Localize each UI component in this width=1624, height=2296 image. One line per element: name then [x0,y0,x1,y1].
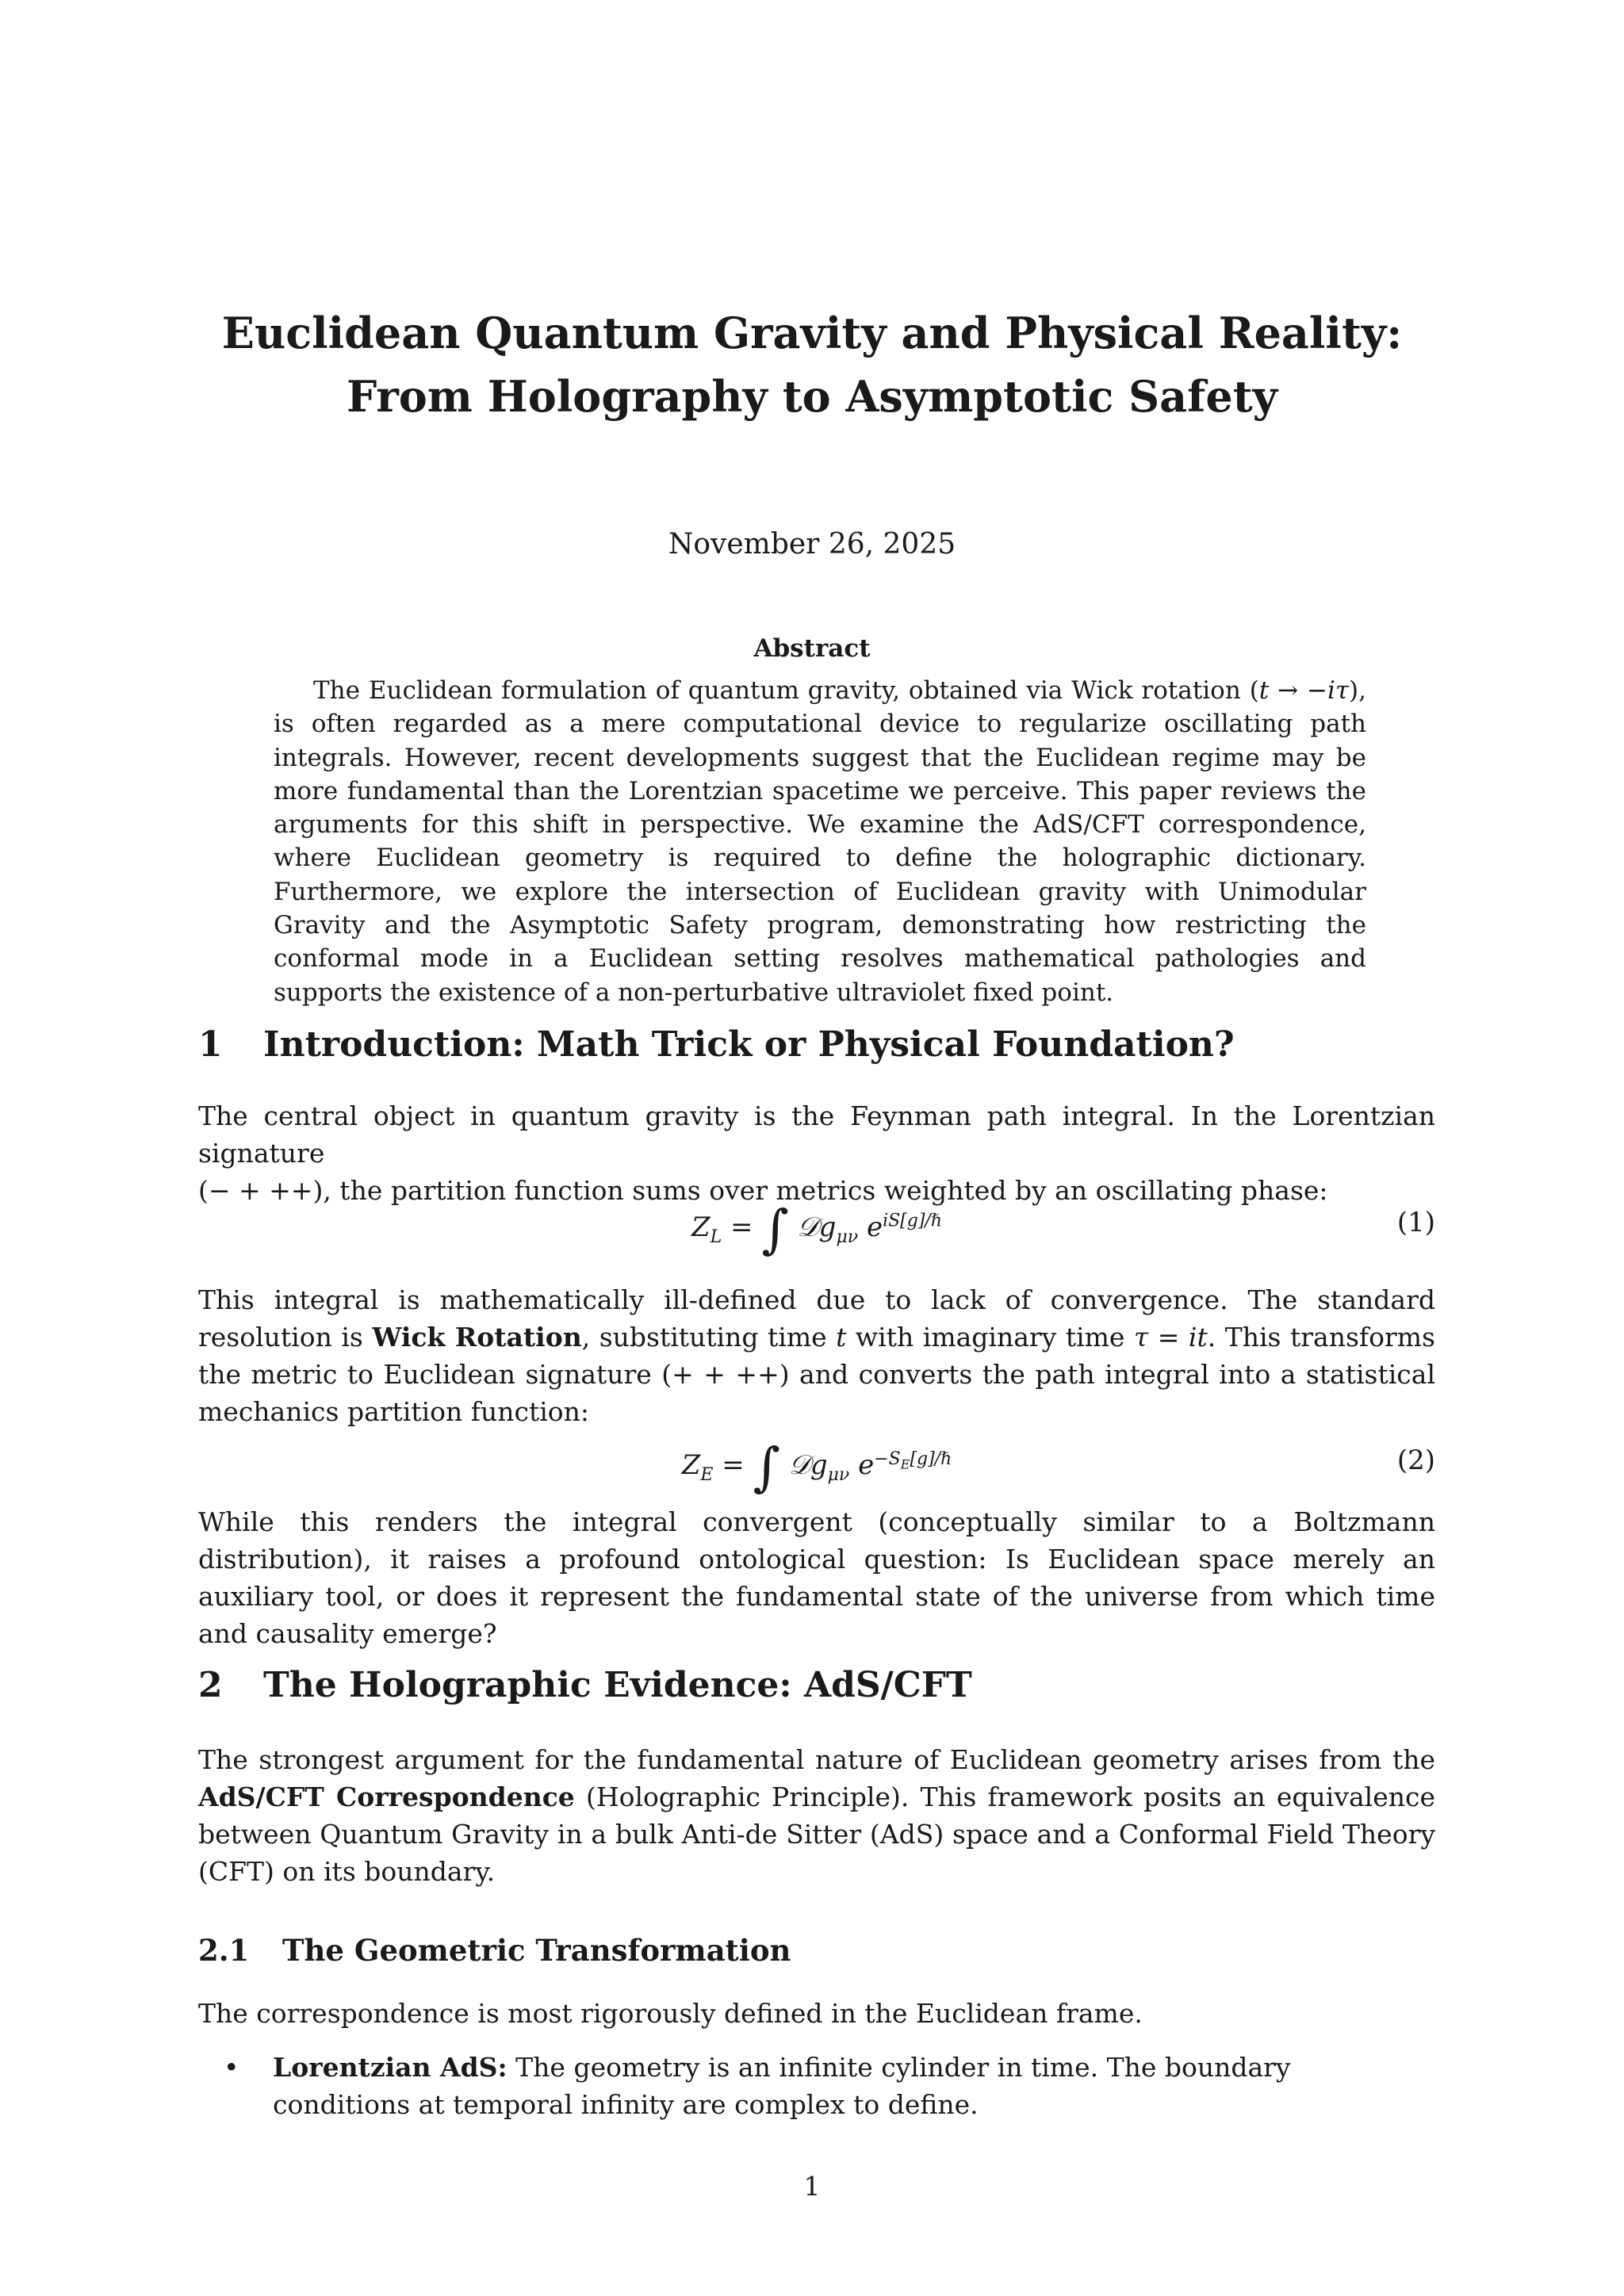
bullet-1-bold: Lorentzian AdS: [273,2052,508,2083]
subsection-2-1-title: The Geometric Transformation [282,1933,791,1968]
eq2-measure: 𝒟g [788,1449,828,1481]
subsection-2-1-intro [198,1995,1435,2032]
s1p2-math-tau: τ = it [1133,1322,1208,1353]
integral-sign: ∫ [761,1199,789,1260]
s1p2-math-t: t [836,1322,847,1353]
eq2-lhs: Z [681,1449,701,1481]
s1p1-line-2: (− + ++), the partition function sums over metrics weighted by an oscillating phase: [198,1175,1328,1206]
equation-1 [198,1189,1435,1260]
paper-title [159,301,1465,428]
subsection-2-1-number: 2.1 [198,1933,250,1968]
eq1-exponent: iS[g]/ℏ [883,1211,942,1231]
section-1-paragraph-2 [198,1281,1435,1430]
abstract-text-1: The Euclidean formulation of quantum gravity, obtained via Wick rotation ( [313,676,1259,705]
s1p1-line-1: The central object in quantum gravity is the Feynman path integral. In the Lorentzian signature [198,1100,1435,1169]
equation-2-formula: $Z_E$ = ∫ 𝒟g$_{\mu\nu}$ $e^{-S_E[g]/\hbar}$ [681,1437,952,1498]
s2p1-bold: AdS/CFT Correspondence [198,1781,575,1812]
eq1-measure: 𝒟g [797,1211,837,1243]
ss21-intro-text: The correspondence is most rigorously defined in the Euclidean frame. [198,1998,1143,2029]
abstract-math: t → −iτ [1258,676,1350,705]
s1p2-text-c: with imaginary time [846,1322,1134,1353]
s1p2-text-d: . This transforms the metric to Euclidean signature (+ + ++) and converts the path integral into a statistical mechanics partition function: [198,1322,1435,1427]
section-2-paragraph-1 [198,1741,1435,1890]
page-number: 1 [803,2171,821,2202]
eq2-measure-sub: μν [827,1464,850,1485]
eq2-lhs-sub: E [700,1464,714,1485]
eq2-exponent-sub: E [900,1456,910,1472]
s1p2-text-b: , substituting time [581,1322,837,1353]
eq1-exp-base: e [866,1211,883,1243]
s1p2-bold: Wick Rotation [372,1322,582,1353]
section-2-heading [198,1665,972,1705]
bullet-1-text: The geometry is an infinite cylinder in time. The boundary conditions at temporal infinity are complex to define. [273,2052,1291,2120]
equation-2 [198,1427,1435,1498]
eq1-measure-sub: μν [836,1226,859,1247]
s2p1-text-a: The strongest argument for the fundamental nature of Euclidean geometry arises from the [198,1744,1435,1775]
subsection-2-1-heading [198,1933,791,1968]
section-1-title: Introduction: Math Trick or Physical Foundation? [263,1024,1235,1065]
bullet-icon: • [224,2052,239,2083]
section-1-paragraph-3 [198,1503,1435,1652]
eq1-lhs: Z [691,1211,710,1243]
paper-date: November 26, 2025 [668,528,956,561]
section-1-heading [198,1024,1235,1065]
title-line-2: From Holography to Asymptotic Safety [346,371,1278,422]
equation-2-number: (2) [1396,1445,1435,1476]
eq2-exponent: −S [874,1448,901,1469]
s2p1-text-b: (Holographic Principle). This framework posits an equivalence between Quantum Gravity in a bulk Anti-de Sitter (AdS) space and a Conformal Field Theory (CFT) on its boundary. [198,1781,1436,1887]
s1p2-text-a: This integral is mathematically ill-defined due to lack of convergence. The standard resolution is [198,1284,1435,1353]
abstract-body [274,674,1366,1009]
eq2-exponent-tail: [g]/ℏ [910,1448,952,1469]
section-2-number: 2 [198,1665,223,1705]
s1p3-text: While this renders the integral convergent (conceptually similar to a Boltzmann distribution), it raises a profound ontological question: Is Euclidean space merely an auxiliary tool, or does it represent the fundamental state of the universe from which time and causality emerge? [198,1506,1435,1649]
abstract-heading: Abstract [753,634,871,663]
bullet-item-lorentzian-ads [224,2049,1435,2123]
equation-1-number: (1) [1396,1207,1435,1238]
abstract-text-2: ), is often regarded as a mere computational device to regularize oscillating path integrals. However, recent developments suggest that the Euclidean regime may be more fundamental than the Lorentzian spacetime we perceive. This paper reviews the arguments for this shift in perspective. We examine the AdS/CFT correspondence, where Euclidean geometry is required to define the holographic dictionary. Furthermore, we explore the intersection of Euclidean gravity with Unimodular Gravity and the Asymptotic Safety program, demonstrating how restricting the conformal mode in a Euclidean setting resolves mathematical pathologies and supports the existence of a non-perturbative ultraviolet fixed point. [274,676,1366,1007]
section-1-number: 1 [198,1024,223,1065]
equation-1-formula: $Z_L$ = ∫ 𝒟g$_{\mu\nu}$ $e^{iS[g]/\hbar}$ [691,1199,942,1260]
eq1-lhs-sub: L [710,1226,722,1247]
title-line-1: Euclidean Quantum Gravity and Physical Reality: [221,308,1403,358]
section-2-title: The Holographic Evidence: AdS/CFT [263,1665,972,1705]
eq2-exp-base: e [858,1449,875,1481]
integral-sign: ∫ [753,1437,780,1498]
